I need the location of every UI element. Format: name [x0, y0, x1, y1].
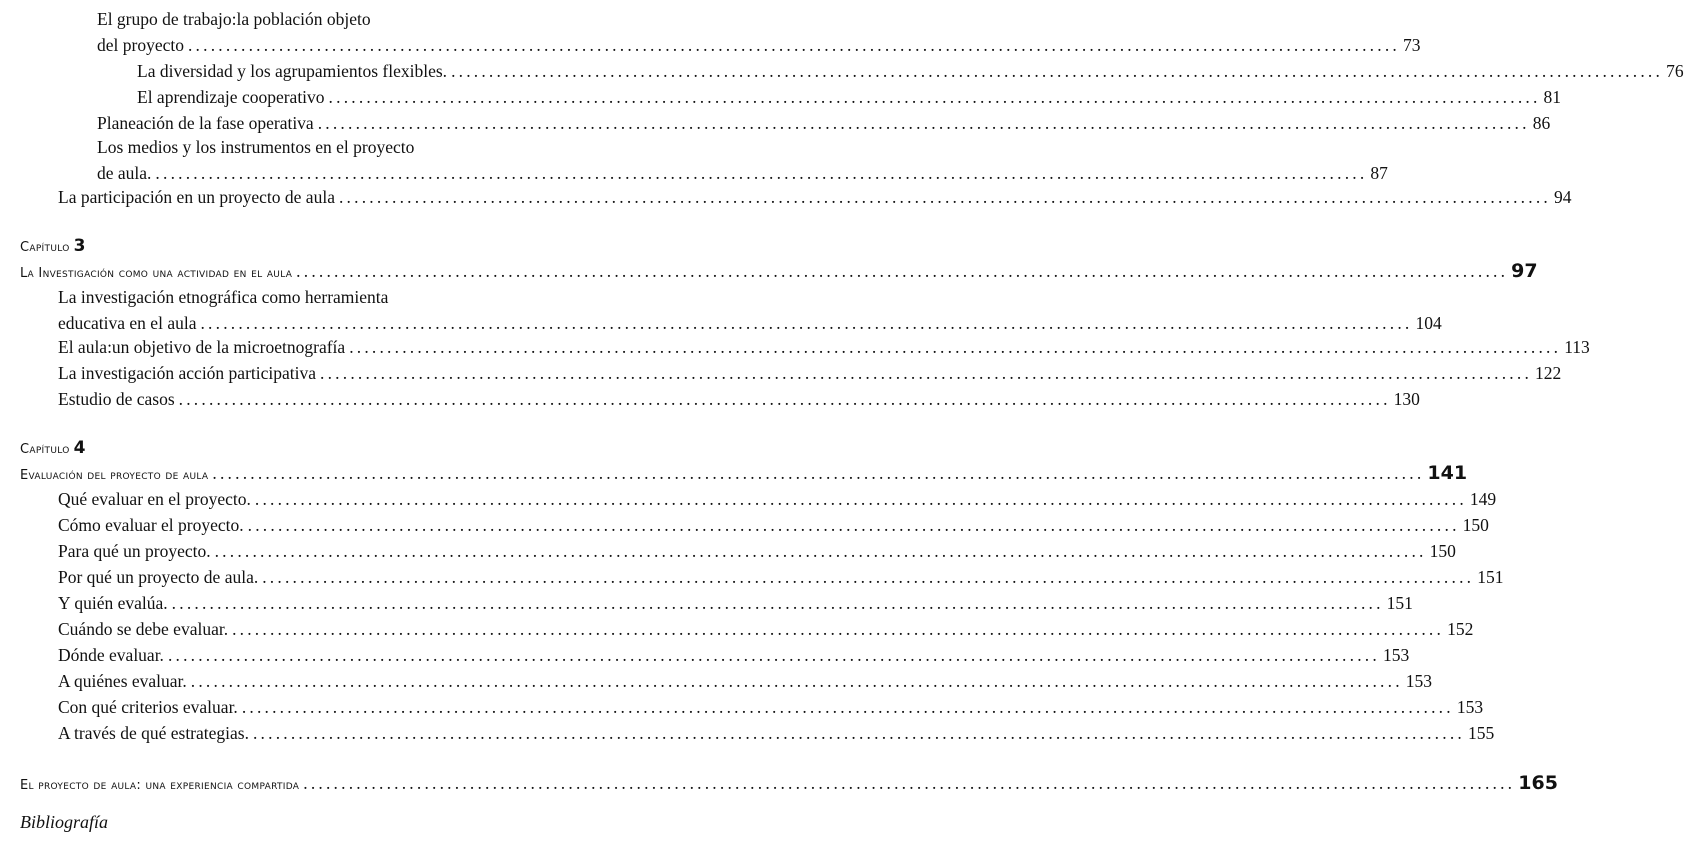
dot-leader: ................................................................................................................................................................ — [252, 723, 1465, 743]
toc-entry-line — [58, 694, 1484, 720]
chapter-number: 4 — [73, 438, 86, 458]
page-number: 130 — [1393, 389, 1420, 409]
dot-leader: ................................................................................................................................................................ — [349, 337, 1562, 357]
dot-leader: ................................................................................................................................................................ — [155, 163, 1368, 183]
toc-entry-text: El grupo de trabajo:la población objeto — [97, 9, 371, 29]
toc-entry-text: Para qué un proyecto. — [58, 541, 211, 561]
toc-entry-text: Con qué criterios evaluar. — [58, 697, 238, 717]
dot-leader: ................................................................................................................................................................ — [303, 773, 1516, 793]
toc-entry-text: A quiénes evaluar. — [58, 671, 187, 691]
dot-leader: ................................................................................................................................................................ — [190, 671, 1403, 691]
toc-entry-text: Cuándo se debe evaluar. — [58, 619, 229, 639]
toc-entry-line — [137, 58, 1684, 84]
toc-entry-text: Por qué un proyecto de aula. — [58, 567, 259, 587]
toc-entry-text: educativa en el aula — [58, 313, 197, 333]
toc-entry-text: del proyecto — [97, 35, 184, 55]
page-number: 152 — [1447, 619, 1474, 639]
toc-entry-line — [58, 184, 1572, 210]
dot-leader: ................................................................................................................................................................ — [247, 515, 1460, 535]
page-number: 150 — [1462, 515, 1489, 535]
toc-entry-line — [58, 486, 1497, 512]
page-number: 81 — [1543, 87, 1562, 107]
dot-leader: ................................................................................................................................................................ — [241, 697, 1454, 717]
toc-entry-line — [137, 84, 1562, 110]
chapter-heading-text: Evaluación del proyecto de aula — [20, 468, 209, 483]
toc-entry-text: Cómo evaluar el proyecto. — [58, 515, 244, 535]
toc-entry-text: La diversidad y los agrupamientos flexibles. — [137, 61, 448, 81]
dot-leader: ................................................................................................................................................................ — [200, 313, 1413, 333]
page-number: 151 — [1477, 567, 1504, 587]
page-number: 155 — [1467, 723, 1495, 743]
toc-entry-line — [58, 616, 1474, 642]
page-number: 153 — [1405, 671, 1433, 691]
chapter-4-label — [20, 438, 86, 458]
page-number: 141 — [1427, 462, 1468, 484]
dot-leader: ................................................................................................................................................................ — [214, 541, 1427, 561]
toc-entry-text: Planeación de la fase operativa — [97, 113, 314, 133]
chapter-label-text: Capítulo — [20, 240, 70, 255]
toc-entry-text: El aprendizaje cooperativo — [137, 87, 325, 107]
page-number: 86 — [1532, 113, 1551, 133]
page-number: 165 — [1518, 772, 1558, 794]
toc-entry-line — [58, 564, 1504, 590]
dot-leader: ................................................................................................................................................................ — [262, 567, 1475, 587]
toc-entry-line — [20, 460, 1468, 486]
page-number: 113 — [1564, 337, 1590, 357]
page-number: 122 — [1535, 363, 1562, 383]
toc-entry-line — [58, 512, 1489, 538]
toc-entry-line — [20, 258, 1538, 284]
toc-entry-line — [58, 386, 1420, 412]
page-number: 149 — [1469, 489, 1497, 509]
chapter-number: 3 — [73, 236, 86, 256]
chapter-heading-text: La Investigación como una actividad en el aula — [20, 266, 293, 281]
toc-entry-text: Qué evaluar en el proyecto. — [58, 489, 251, 509]
dot-leader: ................................................................................................................................................................ — [232, 619, 1445, 639]
page-number: 73 — [1402, 35, 1421, 55]
toc-entry-text: La investigación acción participativa — [58, 363, 317, 383]
page-number: 150 — [1429, 541, 1456, 561]
chapter-3-label — [20, 236, 86, 256]
toc-entry-line — [58, 334, 1590, 360]
toc-entry-line — [58, 642, 1410, 668]
dot-leader: ................................................................................................................................................................ — [451, 61, 1664, 81]
dot-leader: ................................................................................................................................................................ — [296, 261, 1509, 281]
toc-entry-text: de aula. — [97, 163, 152, 183]
page-number: 153 — [1456, 697, 1484, 717]
toc-entry-text: Dónde evaluar. — [58, 645, 164, 665]
page-number: 151 — [1386, 593, 1413, 613]
toc-entry-text: La investigación etnográfica como herramienta — [58, 287, 389, 307]
toc-entry-line — [97, 32, 1421, 58]
dot-leader: ................................................................................................................................................................ — [320, 363, 1533, 383]
toc-entry-text: A través de qué estrategias. — [58, 723, 249, 743]
toc-entry-text: Los medios y los instrumentos en el proyecto — [97, 137, 415, 157]
toc-entry-line — [97, 110, 1551, 136]
page-number: 87 — [1370, 163, 1388, 183]
toc-entry-text: El aula:un objetivo de la microetnografía — [58, 337, 346, 357]
toc-entry-line — [58, 590, 1413, 616]
chapter-label-text: Capítulo — [20, 442, 70, 457]
section-heading-text: El proyecto de aula: una experiencia compartida — [20, 778, 300, 793]
dot-leader: ................................................................................................................................................................ — [254, 489, 1467, 509]
toc-entry-line — [58, 538, 1456, 564]
page-number: 94 — [1553, 187, 1572, 207]
dot-leader: ................................................................................................................................................................ — [338, 187, 1551, 207]
dot-leader: ................................................................................................................................................................ — [178, 389, 1391, 409]
toc-entry-line — [58, 310, 1442, 336]
page-number: 76 — [1666, 61, 1684, 81]
dot-leader: ................................................................................................................................................................ — [212, 463, 1425, 483]
bibliography-heading[interactable]: Bibliografía — [20, 812, 109, 832]
dot-leader: ................................................................................................................................................................ — [317, 113, 1530, 133]
toc-entry-line — [58, 668, 1433, 694]
page-number: 97 — [1511, 260, 1538, 282]
toc-entry-line — [58, 720, 1495, 746]
page-number: 153 — [1382, 645, 1410, 665]
toc-entry-text: Estudio de casos — [58, 389, 175, 409]
dot-leader: ................................................................................................................................................................ — [328, 87, 1541, 107]
toc-entry-line — [20, 770, 1558, 796]
toc-entry-text: Y quién evalúa. — [58, 593, 168, 613]
toc-entry-line — [58, 360, 1562, 386]
dot-leader: ................................................................................................................................................................ — [171, 593, 1384, 613]
toc-entry-line — [97, 160, 1388, 186]
toc-entry-text: La participación en un proyecto de aula — [58, 187, 335, 207]
dot-leader: ................................................................................................................................................................ — [167, 645, 1380, 665]
page-number: 104 — [1415, 313, 1442, 333]
dot-leader: ................................................................................................................................................................ — [187, 35, 1400, 55]
